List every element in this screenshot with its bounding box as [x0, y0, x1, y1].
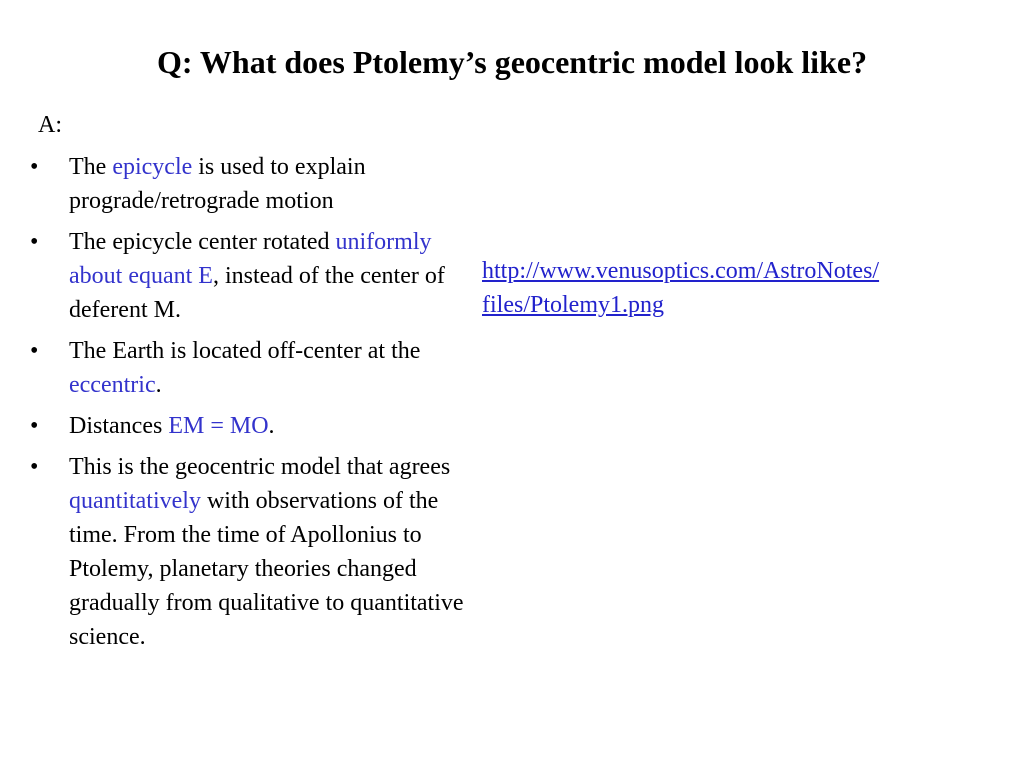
highlight-term: quantitatively [69, 488, 201, 514]
answer-label: A: [38, 112, 62, 138]
bullet-icon: • [30, 413, 39, 439]
highlight-term: EM = MO [168, 413, 269, 439]
link-line-1: http://www.venusoptics.com/AstroNotes/ [482, 258, 880, 284]
bullet-item-epicycle [30, 150, 470, 218]
image-source-link[interactable] [482, 258, 879, 318]
bullet-text: Distances [69, 413, 169, 439]
link-line-2: files/Ptolemy1.png [482, 292, 664, 318]
bullet-item-eccentric [30, 334, 470, 402]
bullet-text: The epicycle center rotated [69, 229, 336, 255]
highlight-term: epicycle [112, 154, 193, 180]
bullet-list [30, 150, 470, 661]
bullet-icon: • [30, 338, 39, 364]
bullet-item-equant [30, 225, 470, 327]
bullet-icon: • [30, 154, 39, 180]
highlight-term: eccentric [69, 372, 156, 398]
bullet-text: The [69, 154, 113, 180]
slide-title: Q: What does Ptolemy’s geocentric model look like? [156, 44, 868, 80]
bullet-item-distances [30, 409, 470, 443]
bullet-icon: • [30, 454, 39, 480]
bullet-icon: • [30, 229, 39, 255]
bullet-text: is used to explain prograde/retrograde motion [69, 154, 366, 214]
bullet-text: The Earth is located off-center at the [69, 338, 421, 364]
bullet-text: , instead of the center of deferent M. [69, 263, 445, 323]
bullet-item-quantitative [30, 450, 470, 654]
highlight-term: uniformly about equant E [69, 229, 432, 289]
bullet-text: . [155, 372, 162, 398]
bullet-text: This is the geocentric model that agrees [69, 454, 451, 480]
bullet-text: . [268, 413, 275, 439]
bullet-text: with observations of the time. From the time of Apollonius to Ptolemy, planetary theories changed gradually from qualitative to quantitative science. [69, 488, 464, 650]
image-source-link-block [482, 254, 982, 322]
